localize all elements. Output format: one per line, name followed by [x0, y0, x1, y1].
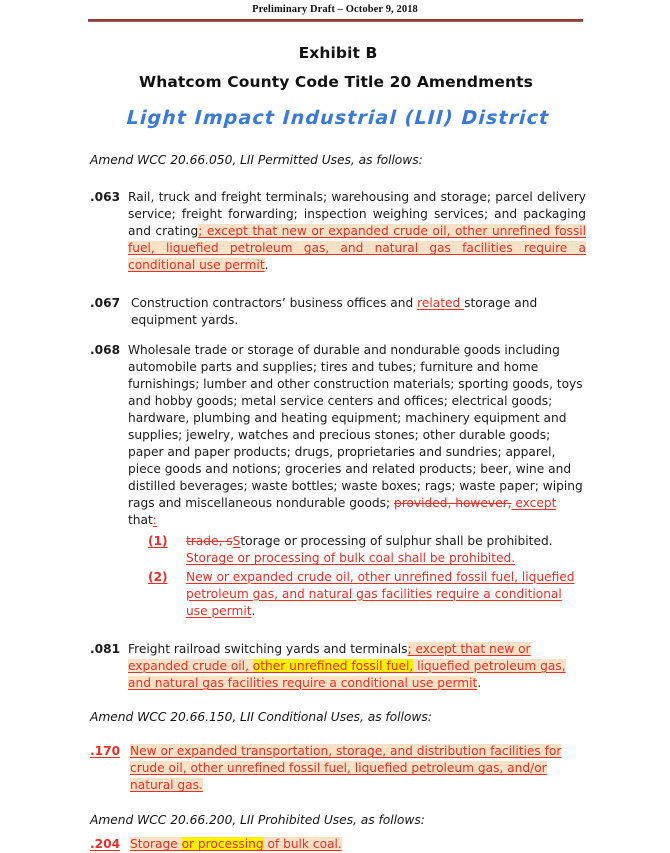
code-item-number: .063: [90, 190, 121, 204]
code-item-067: [90, 295, 586, 329]
inserted-colon: :: [152, 513, 157, 528]
code-item-text: [128, 342, 586, 620]
deleted-text: provided, however,: [393, 496, 512, 511]
kept-text: Rail, truck and freight terminals; warehousing and storage; parcel delivery service; freight forwarding; inspection weighing services; and packaging and crating: [128, 190, 586, 239]
code-item-204: [90, 836, 586, 853]
document-page: [0, 44, 670, 853]
exhibit-title: Exhibit B: [298, 44, 378, 62]
code-item-068: [90, 342, 586, 620]
document-subtitle: Whatcom County Code Title 20 Amendments: [139, 73, 533, 91]
code-item-081: [90, 641, 586, 692]
kept-text: torage or processing of sulphur shall be prohibited.: [240, 534, 553, 549]
kept-text: Construction contractors’ business offices and: [131, 296, 418, 311]
trailing-punctuation: .: [477, 675, 482, 690]
trailing-punctuation: .: [264, 258, 269, 273]
inserted-text: New or expanded transportation, storage, and distribution facilities for crude oil, other unrefined fossil fuel, liquefied petroleum gas, and/or natural gas.: [130, 744, 562, 793]
code-item-text: [128, 189, 586, 274]
inserted-text: ; except that new or expanded crude oil, other unrefined fossil fuel, liquefied petroleum gas, and natural gas facilities require a conditional use permit: [128, 224, 587, 273]
district-heading: Light Impact Industrial (LII) District: [126, 107, 550, 129]
sub-item-text: [186, 533, 586, 567]
inserted-capital: S: [232, 534, 241, 549]
code-item-170: [90, 743, 586, 794]
kept-text-that: that: [128, 513, 153, 528]
code-item-number: .067: [90, 296, 121, 311]
inserted-text-a: ; except that new or expanded crude oil,: [128, 641, 531, 673]
deleted-text: trade, s: [186, 534, 233, 549]
sub-item-text: [186, 569, 586, 620]
code-item-text: [130, 836, 586, 853]
code-item-text: [130, 743, 586, 794]
inserted-text-b: of bulk coal.: [263, 837, 342, 852]
code-item-063: [90, 189, 586, 274]
code-item-number: .204: [90, 837, 121, 852]
sub-item-number: (2): [148, 569, 168, 584]
inserted-text-a: Storage: [130, 837, 182, 852]
code-item-number: .081: [90, 641, 121, 656]
inserted-text-highlighted: or processing: [181, 837, 264, 852]
kept-text: Freight railroad switching yards and terminals: [128, 641, 408, 656]
code-item-number: .068: [90, 342, 121, 357]
sub-item-number: (1): [148, 534, 168, 549]
inserted-text: New or expanded crude oil, other unrefined fossil fuel, liquefied petroleum gas, and natural gas facilities require a conditional use permit: [186, 569, 575, 618]
amend-conditional-uses-line: Amend WCC 20.66.150, LII Conditional Uses, as follows:: [90, 710, 432, 725]
code-item-number: .170: [90, 744, 121, 759]
header-divider-rule: [88, 19, 583, 22]
trailing-punctuation: .: [251, 603, 256, 618]
sub-item-2: [148, 569, 586, 620]
inserted-text: Storage or processing of bulk coal shall be prohibited.: [186, 551, 516, 566]
code-item-068-sublist: [148, 533, 586, 619]
inserted-text: except: [511, 496, 557, 511]
amend-permitted-uses-line: Amend WCC 20.66.050, LII Permitted Uses, as follows:: [90, 153, 423, 167]
running-head-text: Preliminary Draft – October 9, 2018: [252, 4, 418, 15]
sub-item-1: [148, 533, 586, 567]
title-block: [90, 44, 586, 129]
inserted-text-highlighted: other unrefined fossil fuel,: [252, 658, 414, 673]
inserted-text-b: liquefied petroleum gas, and natural gas facilities require a conditional use permit: [128, 658, 566, 690]
amend-prohibited-uses-line: Amend WCC 20.66.200, LII Prohibited Uses, as follows:: [90, 813, 425, 828]
kept-text: Wholesale trade or storage of durable and nondurable goods including automobile parts and supplies; tires and tubes; furniture and home furnishings; lumber and other construction materials; sporting goods, toys and hobby goods; metal service centers and offices; electrical goods; hardware, plumbing and heating equipment; machinery equipment and supplies; jewelry, watches and precious stones; other durable goods; paper and paper products; drugs, proprietaries and sundries; apparel, piece goods and notions; groceries and related products; beer, wine and distilled beverages; waste bottles; waste boxes; rags; waste paper; wiping rags and miscellaneous nondurable goods;: [128, 342, 583, 511]
code-item-text: [128, 641, 586, 692]
inserted-text: related: [417, 296, 465, 311]
running-header: [0, 0, 670, 15]
code-item-text: [131, 295, 586, 329]
kept-text-tail: storage and equipment yards.: [131, 296, 538, 328]
